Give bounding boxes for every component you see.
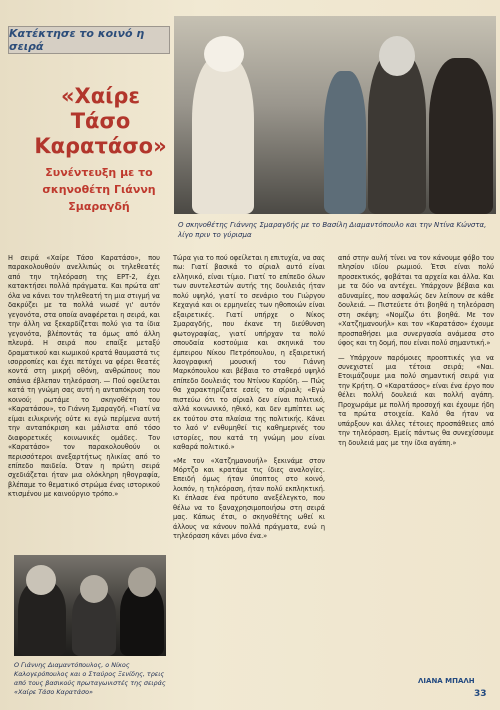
section-kicker xyxy=(8,26,170,54)
column-1 xyxy=(8,254,160,500)
author-byline: ΛΙΑΝΑ ΜΠΑΛΗ xyxy=(418,677,475,685)
top-photo xyxy=(174,16,496,214)
article-subtitle: Συνέντευξη με το σκηνοθέτη Γιάννη Σμαραγδή xyxy=(42,166,156,213)
bottom-photo xyxy=(14,555,166,656)
column-1-text: Η σειρά «Χαίρε Τάσο Καρατάσο», που παρακολουθούν ανελλιπώς οι τηλεθεατές από την τηλεόραση της ΕΡΤ-2, έχει κατακτήσει πολλά πράγματα. Και πρώτα απ' όλα να κάνει τον τηλεθεατή τη μια στιγμή να δακρύζει με τα πολλά νιωσέ γι' αυτόν γεγονότα, στα οποία αναφέρεται η σειρά, και την άλλη να ξεκαρδίζεται πολύ για τα ίδια γεγονότα, βλέποντάς τα όμως από άλλη πλευρά. Η σειρά που επαίξε μεταξύ δραματικού και κωμικού κρατά θαυμαστά τις ισορροπίες και έχει πετύχει να φέρει θεατές κοντά στη μικρή οθόνη, ανθρώπους που σπάνια έβλεπαν τηλεόραση. — Πού οφείλεται κατά τη γνώμη σας αυτή η ανταπόκριση του κοινού; ρωτάμε το σκηνοθέτη του «Καρατάσου», το Γιάννη Σμαραγδή. «Γιατί να είμαι ειλικρινής ούτε κι εγώ περίμενα αυτή την ανταπόκριση και μάλιστα από τόσο διαφορετικές κοινωνικές ομάδες. Τον «Καρατάσο» τον παρακολουθούν οι περισσότεροι ανεξαρτήτως ηλικίας από το επίπεδο παιδεία. Όταν η πρώτη σειρά σχεδιάζεται ήταν μια ολόκληρη ηθογραφία, βλέπαμε το θεματικό στρώμα ένας ιστορικού κτισμένου με καινούργιο τρόπο.» xyxy=(8,254,160,499)
column-3-upper-text: από στην αυλή τίνει να τον κάνουμε φόβο του πλησίον ιδίου ρωμιού. Έτσι είναι πολύ προσεκτικός, φοβάται τα αρχεία και άλλα. Και με τα δύο να αντέχει. Υπάρχουν βέβαια και αδυναμίες, που ασφαλώς δεν λείπουν σε κάθε δουλειά. — Πιστεύετε ότι βοηθά η τηλεόραση στη σκέψη; «Νομίζω ότι βοηθά. Με τον «Χατζημανουήλ» και τον «Καρατάσο» έχουμε προσπαθήσει μια συνεργασία ανάμεσα στο ύφος και τη δομή, που είναι πολύ σημαντική.» xyxy=(338,254,494,348)
column-2 xyxy=(173,254,325,542)
kicker-text: Κατέκτησε το κοινό η σειρά xyxy=(9,27,145,53)
page-number: 33 xyxy=(474,689,487,699)
column-3 xyxy=(338,254,494,448)
column-3-lower-text: — Υπάρχουν παρόμοιες προοπτικές για να συνεχιστεί μια τέτοια σειρά; «Ναι. Ετοιμάζουμε μια πολύ σημαντική σειρά για την Κρήτη. Ο «Καρατάσος» είναι ένα έργο που θέλει πολλή δουλειά και πολλή αγάπη. Προχωράμε με πολλή προσοχή και έχουμε ήδη τα πρώτα στοιχεία. Καλό θα ήταν να υπάρξουν και άλλες τέτοιες προσπάθειες από την τηλεόραση. Εμείς πάντως θα συνεχίσουμε τη δουλειά μας με την ίδια αγάπη.» xyxy=(338,353,494,447)
column-2-upper-text: Τώρα για το πού οφείλεται η επιτυχία, να σας πω: Γιατί βασικά το σίριαλ αυτό είναι ελληνικό, είναι τίμιο. Γιατί το επίπεδο όλων των συντελεστών αυτής της δουλειάς ήταν πολύ υψηλό, γιατί το σενάριο του Γιώργου Κεχαγιά και οι ερμηνείες των ηθοποιών είναι εξαιρετικές. Γιατί υπήρχε ο Νίκος Σμαραγδής, που έκανε τη διεύθυνση φωτογραφίας, γιατί υπήρχαν τα πολύ σπουδαία κοστούμια και σκηνικά του έμπειρου Νίκου Πετρόπουλου, η εξαιρετική λαογραφική μουσική του Γιάννη Μαρκόπουλου και βέβαια το σταθερό υψηλό επίπεδο δουλειάς του Ντίνου Καρύδη. — Πώς θα χαρακτηρίζατε εσείς το σίριαλ; «Εγώ πιστεύω ότι το σίριαλ δεν είναι πολιτικό, αλλά κοινωνικό, ηθικό, και δεν εμπίπτει ως εκ τούτου στα πλαίσια της πολιτικής. Κάνει το λαό ν' ενθυμηθεί τις καθημερινές του ιστορίες, που κατά τη γνώμη μου είναι καθαρά πολιτικό.» xyxy=(173,254,325,452)
bottom-photo-caption: Ο Γιάννης Διαμαντόπουλος, ο Νίκος Καλογερόπουλος και ο Σταύρος Ξενίδης, τρεις από τους βασικούς πρωταγωνιστές της σειράς «Χαίρε Τάσο Καρατάσο» xyxy=(14,661,166,696)
column-2-lower-text: «Με τον «Χατζημανουήλ» ξεκινάμε στον Μόρτζο και κρατάμε τις ίδιες αναλογίες. Επειδή όμως ήταν ύποπτος στο κοινό, λοιπόν, η τηλεόραση, ήταν πολύ εκπληκτική. Κι έπλασε ένα πρότυπο ανεξέλεγκτο, που θέλω να το ξαναχρησιμοποιήσω στη σειρά μας. Κάπως έτσι, ο σκηνοθέτης ωθεί κι άλλους να κάνουν πολλά πράγματα, ενώ η τηλεόραση κάνει μόνο ένα.» xyxy=(173,456,325,541)
article-title: «Χαίρε Τάσο Καρατάσο» xyxy=(34,84,167,158)
top-photo-caption: Ο σκηνοθέτης Γιάννης Σμαραγδής με το Βασίλη Διαμαντόπουλο και την Ντίνα Κώνστα, λίγο πριν το γύρισμα xyxy=(178,221,487,239)
